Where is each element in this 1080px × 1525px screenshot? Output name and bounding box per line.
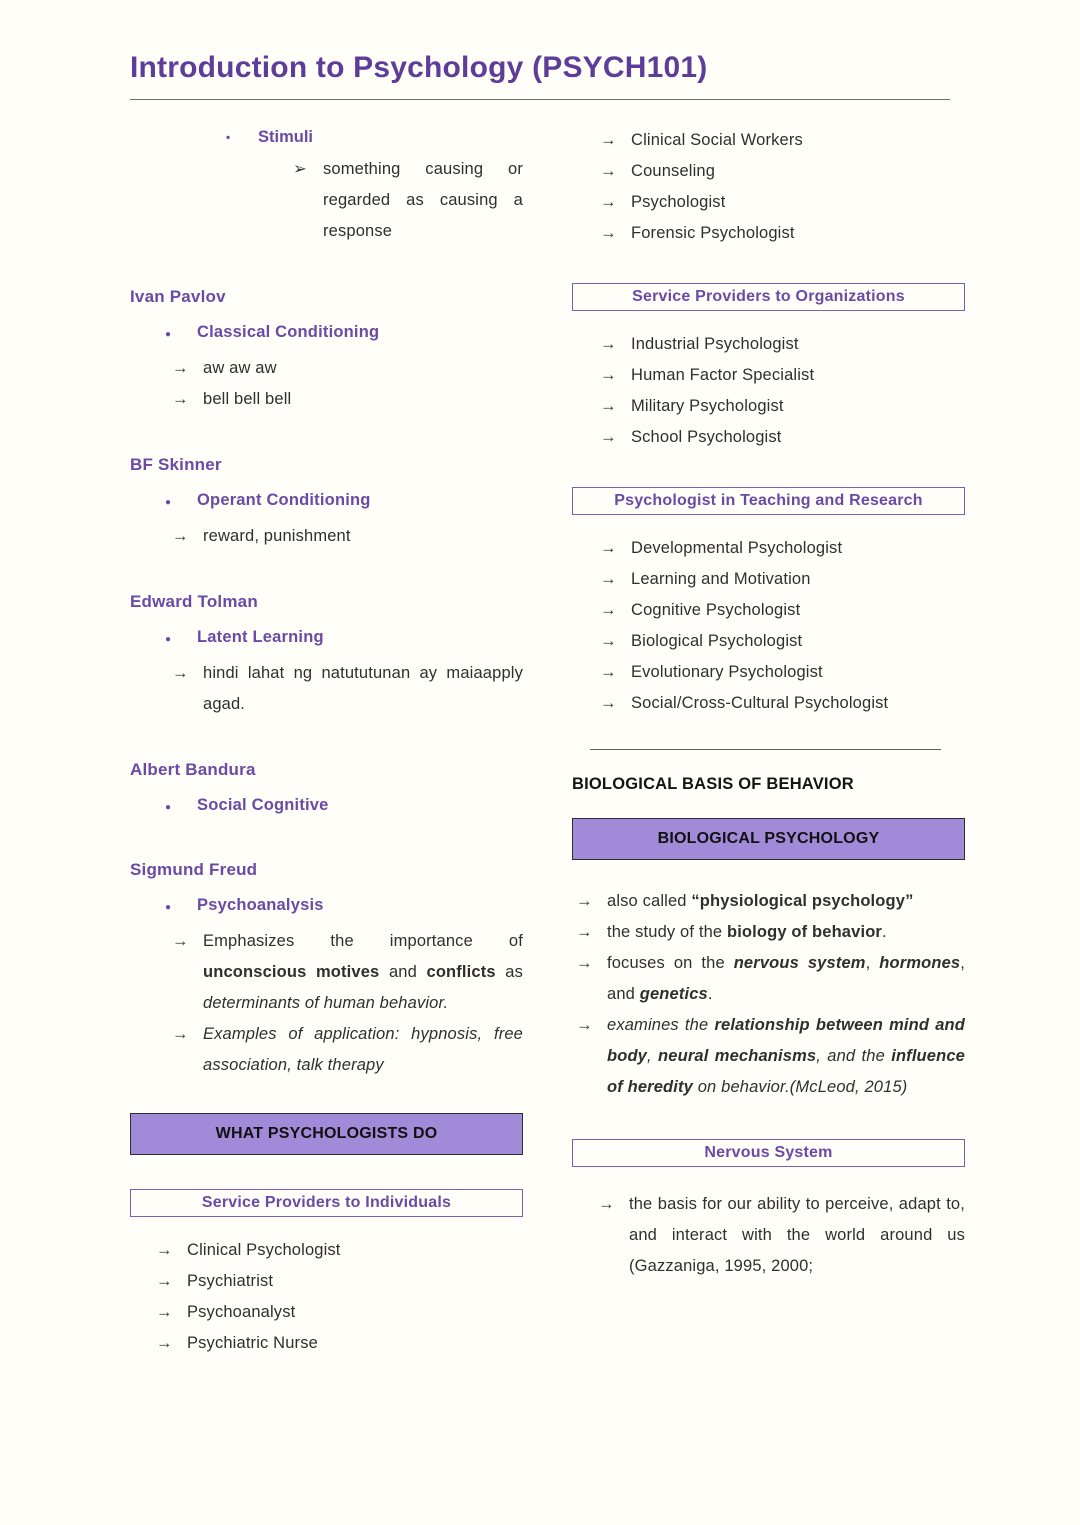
topic-social-cognitive	[130, 796, 523, 820]
arrow-icon: →	[600, 663, 617, 681]
bio-point-3-text	[607, 948, 965, 1010]
list-item-text: Military Psychologist	[631, 397, 784, 415]
text-run: ,	[865, 954, 880, 972]
section-box-teaching-research: Psychologist in Teaching and Research	[572, 487, 965, 515]
title-divider	[130, 99, 950, 100]
two-column-layout	[0, 116, 1080, 1359]
section-box-nervous-system: Nervous System	[572, 1139, 965, 1167]
text-run-bold: conflicts	[426, 963, 496, 981]
bio-point-4-text	[607, 1010, 965, 1103]
list-item	[130, 353, 523, 384]
list-item-text: Psychologist	[631, 193, 726, 211]
list-item-text: School Psychologist	[631, 428, 782, 446]
list-item-text: Psychoanalyst	[187, 1303, 296, 1321]
list-item	[130, 658, 523, 720]
text-run-bold: “physiological psychology”	[691, 892, 914, 910]
text-run-bold-italic: neural mechanisms	[658, 1047, 817, 1065]
text-run: as	[495, 963, 523, 981]
square-bullet-icon: ▪	[226, 130, 231, 144]
text-run: .	[707, 985, 713, 1003]
bio-point-2	[572, 917, 965, 948]
heading-bf-skinner: BF Skinner	[130, 455, 222, 474]
arrow-icon: →	[172, 359, 189, 377]
list-item	[130, 521, 523, 552]
arrow-icon: →	[156, 1241, 173, 1259]
text-run: , and	[607, 954, 965, 1003]
text-run-bold-italic: relationship between mind and body	[607, 1016, 965, 1065]
list-item	[130, 1328, 523, 1359]
topic-label: Operant Conditioning	[197, 491, 371, 509]
list-item	[572, 688, 965, 719]
list-item	[572, 595, 965, 626]
text-run-bold-italic: hormones	[879, 954, 961, 972]
arrow-icon: →	[576, 1016, 593, 1034]
list-item-text: Developmental Psychologist	[631, 539, 843, 557]
arrow-icon: →	[172, 1025, 189, 1043]
list-item-text: reward, punishment	[203, 527, 351, 545]
arrow-icon: →	[576, 954, 593, 972]
bio-point-1-text	[607, 886, 965, 917]
arrow-icon: →	[598, 1195, 615, 1213]
arrow-icon: →	[600, 428, 617, 446]
list-item-text: Social/Cross-Cultural Psychologist	[631, 694, 889, 712]
list-item-text: Industrial Psychologist	[631, 335, 799, 353]
list-item	[572, 533, 965, 564]
list-item	[130, 1266, 523, 1297]
text-run: the study of the	[607, 923, 727, 941]
list-item-text: Forensic Psychologist	[631, 224, 795, 242]
nervous-system-point	[572, 1189, 965, 1282]
arrow-icon: →	[600, 397, 617, 415]
arrow-icon: →	[600, 193, 617, 211]
arrow-icon: →	[172, 390, 189, 408]
nervous-system-point-text: the basis for our ability to perceive, adapt to, and interact with the world around us (Gazzaniga, 1995, 2000;	[629, 1195, 965, 1275]
stimuli-label: Stimuli	[258, 128, 314, 146]
list-item-text: Human Factor Specialist	[631, 366, 815, 384]
text-run: and	[379, 963, 427, 981]
section-banner-biological-psychology: BIOLOGICAL PSYCHOLOGY	[572, 818, 965, 860]
dot-bullet-icon: ●	[165, 902, 172, 913]
text-run-bold-italic: influence of heredity	[607, 1047, 965, 1096]
stimuli-definition-row	[130, 154, 523, 247]
dot-bullet-icon: ●	[165, 497, 172, 508]
bio-point-1	[572, 886, 965, 917]
text-run: , and the	[816, 1047, 892, 1065]
arrow-icon: →	[576, 923, 593, 941]
arrow-icon: →	[600, 632, 617, 650]
list-item	[572, 564, 965, 595]
heading-biological-basis: BIOLOGICAL BASIS OF BEHAVIOR	[572, 775, 854, 793]
text-run: ,	[647, 1047, 659, 1065]
list-item-text: Clinical Social Workers	[631, 131, 803, 149]
list-item	[572, 218, 965, 249]
list-item	[572, 187, 965, 218]
heading-ivan-pavlov: Ivan Pavlov	[130, 287, 226, 306]
section-divider	[590, 749, 941, 750]
arrow-icon: →	[600, 162, 617, 180]
list-item-text: Cognitive Psychologist	[631, 601, 801, 619]
list-item	[572, 391, 965, 422]
arrow-icon: →	[156, 1303, 173, 1321]
bio-point-4	[572, 1010, 965, 1103]
topic-label: Psychoanalysis	[197, 896, 324, 914]
list-item	[130, 1297, 523, 1328]
left-column	[130, 116, 523, 1359]
freud-point-1-text	[203, 926, 523, 1019]
freud-point-2	[130, 1019, 523, 1081]
heading-albert-bandura: Albert Bandura	[130, 760, 256, 779]
text-run: Emphasizes the importance of	[203, 932, 523, 950]
list-item-text: Counseling	[631, 162, 716, 180]
dot-bullet-icon: ●	[165, 634, 172, 645]
arrow-icon: →	[172, 664, 189, 682]
text-run-bold-italic: nervous system	[733, 954, 866, 972]
stimuli-definition: something causing or regarded as causing a response	[323, 160, 523, 240]
text-run: on behavior.	[693, 1078, 790, 1096]
arrow-icon: →	[600, 601, 617, 619]
arrow-icon: →	[600, 131, 617, 149]
arrow-icon: →	[172, 527, 189, 545]
topic-label: Social Cognitive	[197, 796, 329, 814]
section-box-service-providers-organizations: Service Providers to Organizations	[572, 283, 965, 311]
list-item	[130, 384, 523, 415]
list-item	[572, 626, 965, 657]
topic-label: Classical Conditioning	[197, 323, 380, 341]
arrow-icon: →	[600, 694, 617, 712]
list-item	[572, 422, 965, 453]
freud-point-1	[130, 926, 523, 1019]
text-run-bold-italic: genetics	[639, 985, 708, 1003]
arrow-icon: →	[600, 224, 617, 242]
arrow-icon: →	[600, 539, 617, 557]
list-item-text: Psychiatrist	[187, 1272, 274, 1290]
stimuli-block	[130, 125, 523, 247]
topic-latent-learning	[130, 628, 523, 652]
list-item	[572, 125, 965, 156]
topic-classical-conditioning	[130, 323, 523, 347]
text-run: focuses on the	[607, 954, 734, 972]
heading-edward-tolman: Edward Tolman	[130, 592, 258, 611]
freud-point-2-text: Examples of application: hypnosis, free association, talk therapy	[203, 1025, 523, 1074]
heading-sigmund-freud: Sigmund Freud	[130, 860, 258, 879]
arrow-icon: →	[576, 892, 593, 910]
list-item-text: Learning and Motivation	[631, 570, 811, 588]
list-item	[572, 156, 965, 187]
text-run: .	[882, 923, 887, 941]
section-box-service-providers-individuals: Service Providers to Individuals	[130, 1189, 523, 1217]
list-item-text: aw aw aw	[203, 359, 277, 377]
text-run-italic: determinants of human behavior.	[203, 994, 449, 1012]
list-item	[572, 329, 965, 360]
text-run: examines the	[607, 1016, 715, 1034]
stimuli-heading-row	[130, 125, 523, 149]
dot-bullet-icon: ●	[165, 329, 172, 340]
arrow-icon: →	[156, 1272, 173, 1290]
arrow-icon: →	[600, 570, 617, 588]
dot-bullet-icon: ●	[165, 802, 172, 813]
topic-operant-conditioning	[130, 491, 523, 515]
text-run-bold: unconscious motives	[203, 963, 380, 981]
arrow-icon: →	[600, 366, 617, 384]
text-run-bold: biology of behavior	[726, 923, 882, 941]
citation: (McLeod, 2015)	[789, 1078, 908, 1096]
chevron-bullet-icon: ➢	[293, 160, 307, 178]
bio-point-3	[572, 948, 965, 1010]
text-run: also called	[607, 892, 692, 910]
list-item-text: Clinical Psychologist	[187, 1241, 341, 1259]
list-item-text: bell bell bell	[203, 390, 292, 408]
list-item-text: Evolutionary Psychologist	[631, 663, 823, 681]
page-header	[0, 0, 1080, 100]
arrow-icon: →	[600, 335, 617, 353]
list-item-text: Biological Psychologist	[631, 632, 803, 650]
list-item-text: hindi lahat ng natututunan ay maiaapply agad.	[203, 664, 523, 713]
page-title: Introduction to Psychology (PSYCH101)	[130, 51, 708, 84]
list-item	[572, 360, 965, 391]
section-banner-what-psychologists-do: WHAT PSYCHOLOGISTS DO	[130, 1113, 523, 1155]
list-item	[130, 1235, 523, 1266]
arrow-icon: →	[156, 1334, 173, 1352]
arrow-icon: →	[172, 932, 189, 950]
list-item-text: Psychiatric Nurse	[187, 1334, 318, 1352]
topic-label: Latent Learning	[197, 628, 324, 646]
bio-point-2-text	[607, 917, 965, 948]
topic-psychoanalysis	[130, 896, 523, 920]
right-column	[572, 116, 965, 1359]
list-item	[572, 657, 965, 688]
